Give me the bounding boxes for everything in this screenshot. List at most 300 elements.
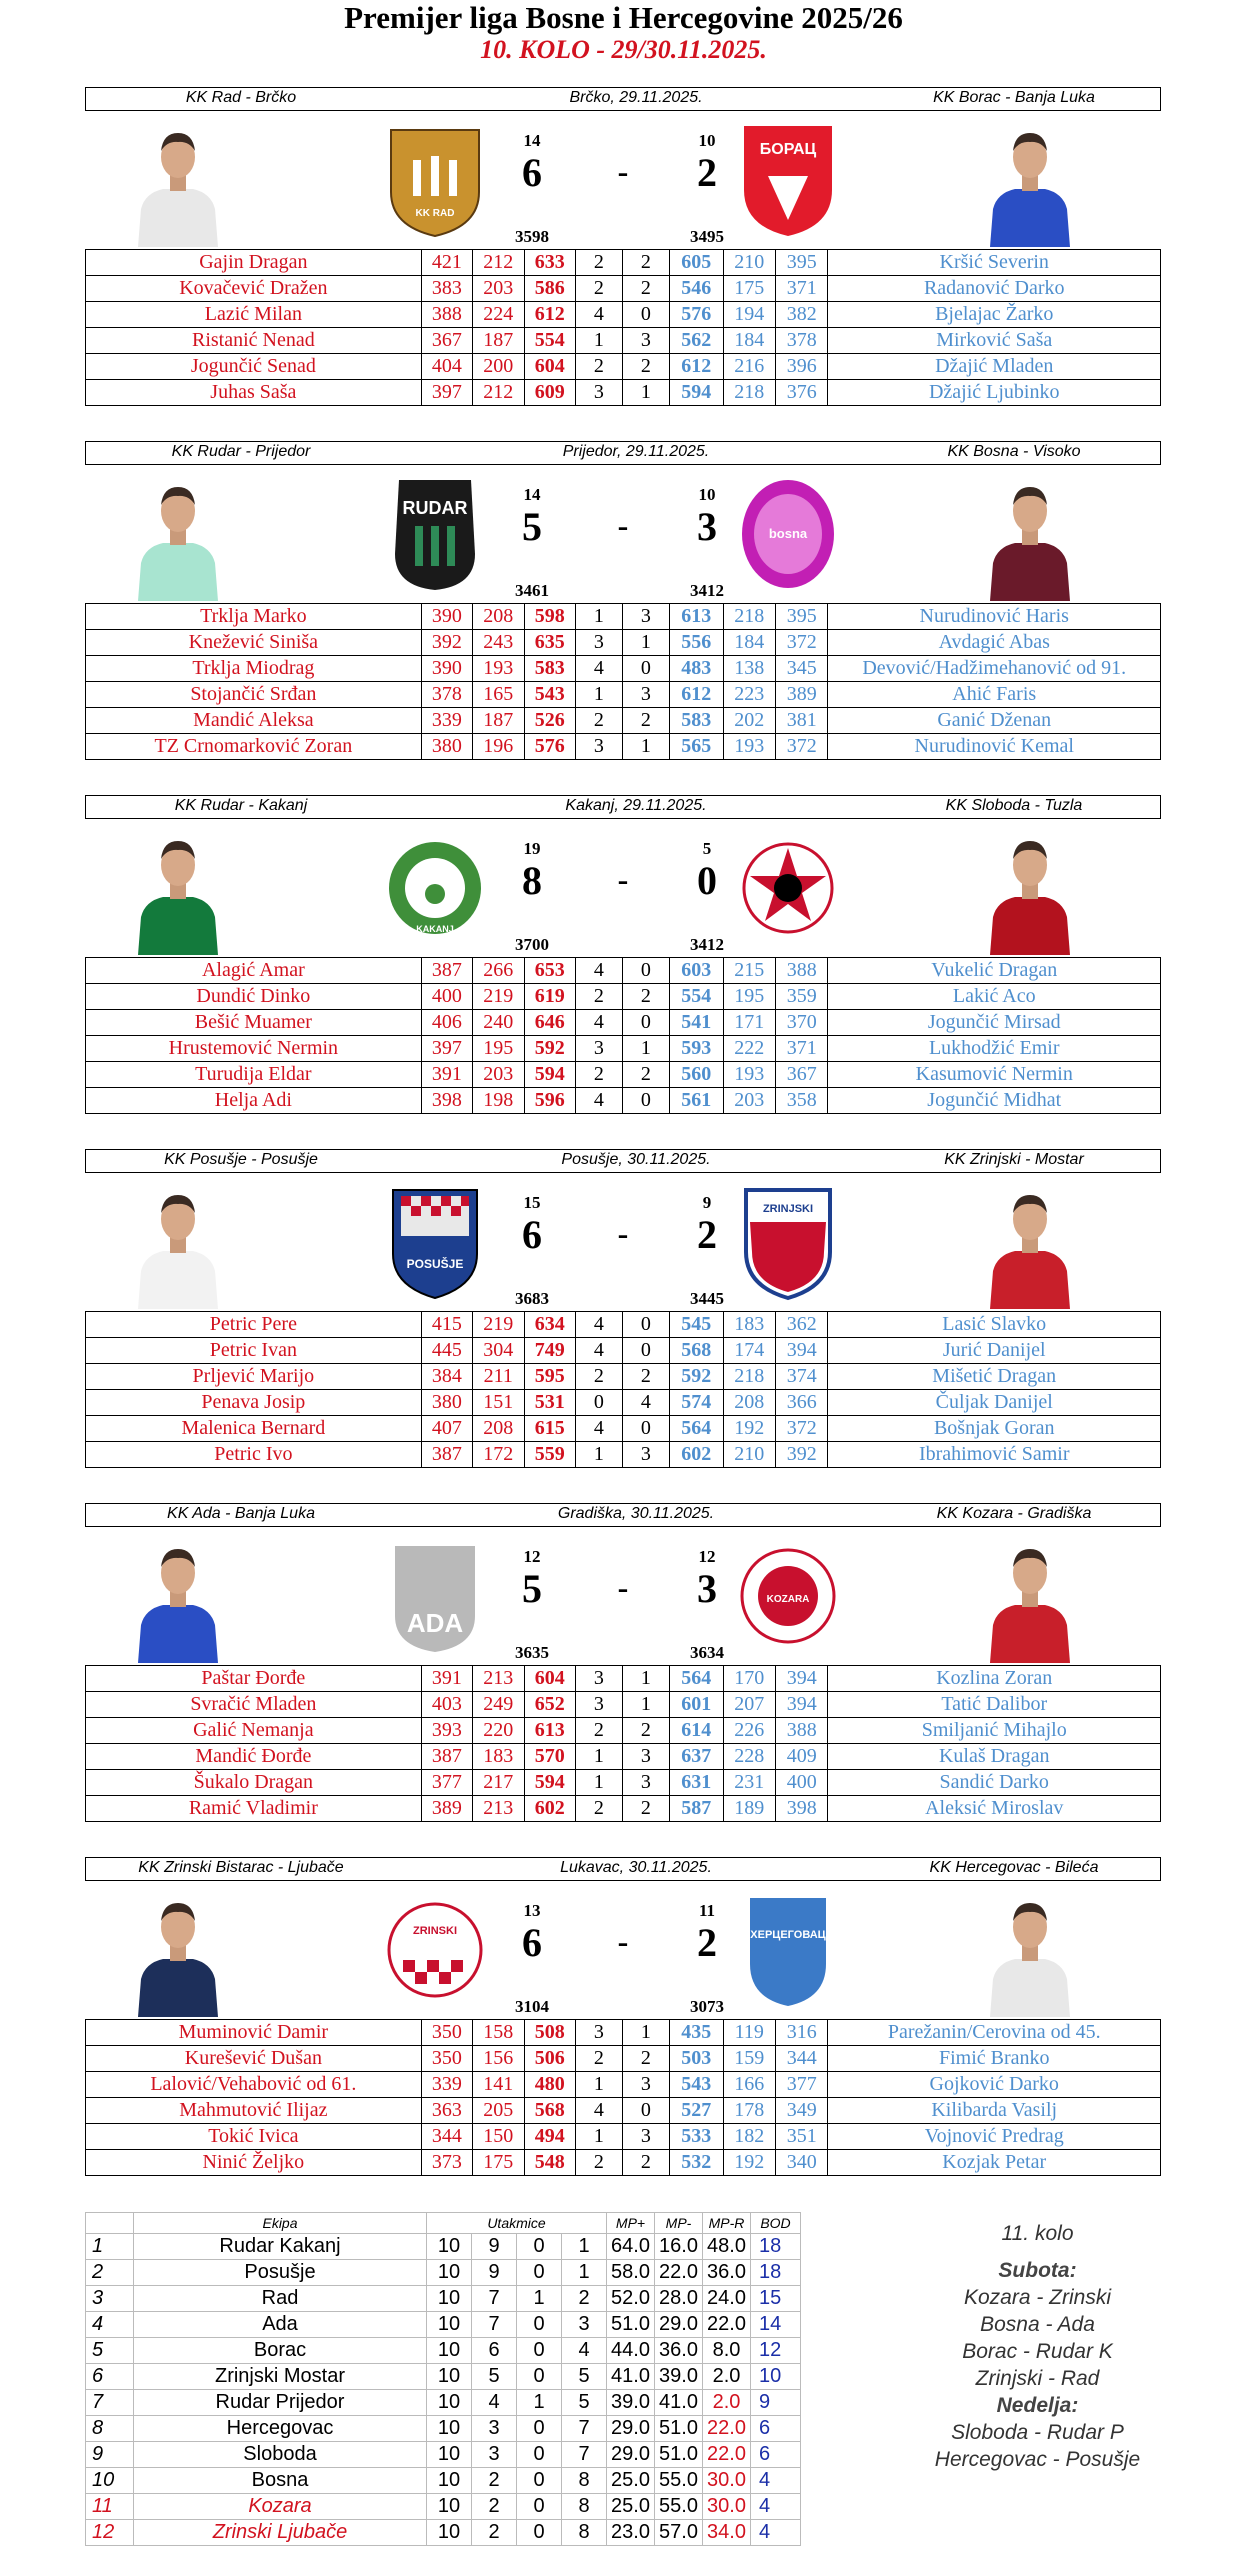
away-player-name: Ahić Faris bbox=[828, 682, 1161, 708]
standings-wins: 9 bbox=[472, 2260, 517, 2286]
away-player-name: Kozlina Zoran bbox=[828, 1666, 1161, 1692]
away-full-value: 119 bbox=[723, 2020, 775, 2046]
result-row bbox=[86, 250, 1161, 276]
match-header bbox=[85, 87, 1161, 111]
away-clear-value: 400 bbox=[775, 1770, 827, 1796]
home-full-value: 380 bbox=[421, 734, 472, 760]
standings-mp-r: 34.0 bbox=[703, 2520, 751, 2546]
standings-wins: 7 bbox=[472, 2286, 517, 2312]
home-total-pins: 604 bbox=[524, 1666, 575, 1692]
saturday-game: Zrinjski - Rad bbox=[975, 2367, 1100, 2390]
svg-text:ADA: ADA bbox=[406, 1608, 464, 1638]
away-points: 10 bbox=[698, 485, 716, 504]
standings-mp-minus: 51.0 bbox=[655, 2442, 703, 2468]
home-set-points: 1 bbox=[575, 328, 622, 354]
away-club-logo bbox=[738, 828, 838, 948]
away-total-pins: 568 bbox=[669, 1338, 723, 1364]
result-row bbox=[86, 2124, 1161, 2150]
home-total-pins: 531 bbox=[524, 1390, 575, 1416]
home-clear-value: 212 bbox=[473, 250, 524, 276]
away-set-points: 3 bbox=[622, 2124, 669, 2150]
away-full-value: 184 bbox=[723, 328, 775, 354]
home-clear-value: 203 bbox=[473, 1062, 524, 1088]
away-full-value: 175 bbox=[723, 276, 775, 302]
away-clear-value: 389 bbox=[775, 682, 827, 708]
standings-played: 10 bbox=[427, 2442, 472, 2468]
away-total-pins: 533 bbox=[669, 2124, 723, 2150]
away-set-points: 1 bbox=[622, 2020, 669, 2046]
result-row bbox=[86, 1796, 1161, 1822]
home-set-points: 3 bbox=[575, 2020, 622, 2046]
standings-losses: 5 bbox=[562, 2390, 607, 2416]
away-clear-value: 395 bbox=[775, 604, 827, 630]
standings-draws: 0 bbox=[517, 2520, 562, 2546]
away-set-points: 2 bbox=[622, 1718, 669, 1744]
home-player-name: Jogunčić Senad bbox=[86, 354, 422, 380]
away-clear-value: 394 bbox=[775, 1338, 827, 1364]
home-full-value: 397 bbox=[421, 380, 472, 406]
away-team-name: KK Hercegovac - Bileća bbox=[929, 1859, 1099, 1876]
standings-bod: 9 bbox=[751, 2390, 801, 2416]
away-total-pins: 631 bbox=[669, 1770, 723, 1796]
standings-header-team: Ekipa bbox=[134, 2213, 427, 2234]
away-full-value: 210 bbox=[723, 250, 775, 276]
result-row bbox=[86, 1442, 1161, 1468]
away-clear-value: 381 bbox=[775, 708, 827, 734]
home-points: 19 bbox=[523, 839, 541, 858]
home-total-pins: 598 bbox=[524, 604, 575, 630]
away-set-points: 2 bbox=[622, 250, 669, 276]
match-header bbox=[85, 441, 1161, 465]
away-team-name: KK Sloboda - Tuzla bbox=[945, 797, 1083, 814]
home-clear-value: 212 bbox=[473, 380, 524, 406]
result-row bbox=[86, 302, 1161, 328]
away-player-name: Džajić Mladen bbox=[828, 354, 1161, 380]
home-total-pins: 633 bbox=[524, 250, 575, 276]
home-total-pins: 559 bbox=[524, 1442, 575, 1468]
standings-mp-plus: 25.0 bbox=[607, 2468, 655, 2494]
standings-row bbox=[86, 2312, 801, 2338]
home-clear-value: 196 bbox=[473, 734, 524, 760]
away-player-name: Aleksić Miroslav bbox=[828, 1796, 1161, 1822]
home-set-points: 2 bbox=[575, 2046, 622, 2072]
standings-row bbox=[86, 2390, 801, 2416]
away-total: 3634 bbox=[690, 1643, 724, 1662]
home-clear-value: 200 bbox=[473, 354, 524, 380]
standings-played: 10 bbox=[427, 2312, 472, 2338]
standings-mp-r: 36.0 bbox=[703, 2260, 751, 2286]
standings-row bbox=[86, 2468, 801, 2494]
away-score: 2 bbox=[697, 1212, 717, 1257]
standings-team: Zrinjski Mostar bbox=[134, 2364, 427, 2390]
svg-text:KAKANJ: KAKANJ bbox=[416, 924, 454, 934]
away-total: 3073 bbox=[690, 1997, 724, 2016]
away-team-name: KK Zrinjski - Mostar bbox=[944, 1151, 1084, 1168]
home-club-logo bbox=[385, 474, 485, 594]
standings-rank: 4 bbox=[86, 2312, 134, 2338]
home-set-points: 4 bbox=[575, 302, 622, 328]
standings-draws: 0 bbox=[517, 2364, 562, 2390]
away-clear-value: 374 bbox=[775, 1364, 827, 1390]
standings-bod: 4 bbox=[751, 2520, 801, 2546]
away-total-pins: 527 bbox=[669, 2098, 723, 2124]
standings-mp-r: 48.0 bbox=[703, 2234, 751, 2260]
saturday-game: Borac - Rudar K bbox=[962, 2340, 1113, 2363]
away-full-value: 189 bbox=[723, 1796, 775, 1822]
home-total-pins: 506 bbox=[524, 2046, 575, 2072]
result-row bbox=[86, 1666, 1161, 1692]
away-total-pins: 612 bbox=[669, 354, 723, 380]
standings-losses: 4 bbox=[562, 2338, 607, 2364]
away-player-name: Radanović Darko bbox=[828, 276, 1161, 302]
away-total-pins: 605 bbox=[669, 250, 723, 276]
standings-played: 10 bbox=[427, 2390, 472, 2416]
away-set-points: 1 bbox=[622, 1692, 669, 1718]
home-total-pins: 526 bbox=[524, 708, 575, 734]
standings-row bbox=[86, 2338, 801, 2364]
standings-mp-minus: 16.0 bbox=[655, 2234, 703, 2260]
away-club-logo bbox=[738, 1890, 838, 2010]
away-set-points: 0 bbox=[622, 1416, 669, 1442]
home-player-name: Petric Ivo bbox=[86, 1442, 422, 1468]
home-full-value: 421 bbox=[421, 250, 472, 276]
away-player-name: Kulaš Dragan bbox=[828, 1744, 1161, 1770]
standings-rank: 6 bbox=[86, 2364, 134, 2390]
standings-losses: 8 bbox=[562, 2494, 607, 2520]
away-full-value: 208 bbox=[723, 1390, 775, 1416]
standings-rank: 1 bbox=[86, 2234, 134, 2260]
home-full-value: 377 bbox=[421, 1770, 472, 1796]
away-full-value: 183 bbox=[723, 1312, 775, 1338]
away-total-pins: 637 bbox=[669, 1744, 723, 1770]
standings-mp-r: 30.0 bbox=[703, 2494, 751, 2520]
home-set-points: 3 bbox=[575, 1036, 622, 1062]
away-set-points: 0 bbox=[622, 958, 669, 984]
standings-mp-plus: 41.0 bbox=[607, 2364, 655, 2390]
away-points: 5 bbox=[702, 839, 712, 858]
home-full-value: 383 bbox=[421, 276, 472, 302]
away-clear-value: 349 bbox=[775, 2098, 827, 2124]
home-set-points: 4 bbox=[575, 1416, 622, 1442]
away-full-value: 216 bbox=[723, 354, 775, 380]
round-subtitle: 10. KOLO - 29/30.11.2025. bbox=[480, 35, 767, 64]
home-player-name: Knežević Siniša bbox=[86, 630, 422, 656]
away-player-name: Vukelić Dragan bbox=[828, 958, 1161, 984]
standings-draws: 0 bbox=[517, 2494, 562, 2520]
away-player-name: Kršić Severin bbox=[828, 250, 1161, 276]
away-total-pins: 503 bbox=[669, 2046, 723, 2072]
away-full-value: 218 bbox=[723, 380, 775, 406]
away-player-name: Smiljanić Mihajlo bbox=[828, 1718, 1161, 1744]
result-row bbox=[86, 656, 1161, 682]
result-row bbox=[86, 1010, 1161, 1036]
svg-text:ХЕРЦЕГОВАЦ: ХЕРЦЕГОВАЦ bbox=[750, 1929, 826, 1941]
away-set-points: 3 bbox=[622, 682, 669, 708]
home-full-value: 350 bbox=[421, 2046, 472, 2072]
home-player-name: Alagić Amar bbox=[86, 958, 422, 984]
away-player-name: Kasumović Nermin bbox=[828, 1062, 1161, 1088]
home-set-points: 2 bbox=[575, 708, 622, 734]
home-total: 3700 bbox=[515, 935, 549, 954]
away-full-value: 228 bbox=[723, 1744, 775, 1770]
away-total-pins: 574 bbox=[669, 1390, 723, 1416]
standings-mp-minus: 29.0 bbox=[655, 2312, 703, 2338]
home-clear-value: 156 bbox=[473, 2046, 524, 2072]
away-player-photo bbox=[985, 117, 1075, 247]
home-full-value: 403 bbox=[421, 1692, 472, 1718]
home-set-points: 3 bbox=[575, 630, 622, 656]
home-points: 12 bbox=[523, 1547, 541, 1566]
away-total: 3445 bbox=[690, 1289, 724, 1308]
result-row bbox=[86, 734, 1161, 760]
standings-mp-r: 22.0 bbox=[703, 2442, 751, 2468]
standings-bod: 4 bbox=[751, 2468, 801, 2494]
home-total-pins: 583 bbox=[524, 656, 575, 682]
standings-row bbox=[86, 2416, 801, 2442]
home-total-pins: 576 bbox=[524, 734, 575, 760]
standings-played: 10 bbox=[427, 2364, 472, 2390]
result-row bbox=[86, 1718, 1161, 1744]
away-set-points: 2 bbox=[622, 1062, 669, 1088]
home-set-points: 2 bbox=[575, 1062, 622, 1088]
away-score: 0 bbox=[697, 858, 717, 903]
standings-wins: 2 bbox=[472, 2468, 517, 2494]
home-player-photo bbox=[133, 117, 223, 247]
result-row bbox=[86, 604, 1161, 630]
home-player-name: Trklja Miodrag bbox=[86, 656, 422, 682]
away-total-pins: 576 bbox=[669, 302, 723, 328]
home-total-pins: 595 bbox=[524, 1364, 575, 1390]
svg-text:POSUŠJE: POSUŠJE bbox=[406, 1257, 464, 1271]
match-results-table bbox=[85, 1311, 1161, 1468]
match-venue-date: Gradiška, 30.11.2025. bbox=[557, 1505, 715, 1522]
away-total: 3412 bbox=[690, 581, 724, 600]
home-set-points: 4 bbox=[575, 1010, 622, 1036]
home-total-pins: 602 bbox=[524, 1796, 575, 1822]
standings-draws: 1 bbox=[517, 2286, 562, 2312]
standings-team: Kozara bbox=[134, 2494, 427, 2520]
away-set-points: 4 bbox=[622, 1390, 669, 1416]
away-player-name: Jogunčić Midhat bbox=[828, 1088, 1161, 1114]
away-set-points: 0 bbox=[622, 1338, 669, 1364]
away-total-pins: 614 bbox=[669, 1718, 723, 1744]
away-points: 9 bbox=[702, 1193, 712, 1212]
standings-rank: 3 bbox=[86, 2286, 134, 2312]
away-player-name: Vojnović Predrag bbox=[828, 2124, 1161, 2150]
home-set-points: 3 bbox=[575, 1692, 622, 1718]
home-total-pins: 635 bbox=[524, 630, 575, 656]
home-player-name: Gajin Dragan bbox=[86, 250, 422, 276]
standings-mp-plus: 51.0 bbox=[607, 2312, 655, 2338]
away-club-logo bbox=[738, 1536, 838, 1656]
standings-wins: 7 bbox=[472, 2312, 517, 2338]
standings-played: 10 bbox=[427, 2468, 472, 2494]
home-total: 3461 bbox=[515, 581, 549, 600]
away-player-name: Nurudinović Kemal bbox=[828, 734, 1161, 760]
home-total: 3598 bbox=[515, 227, 549, 246]
home-total-pins: 653 bbox=[524, 958, 575, 984]
home-full-value: 363 bbox=[421, 2098, 472, 2124]
away-set-points: 2 bbox=[622, 1796, 669, 1822]
home-player-name: Prljević Marijo bbox=[86, 1364, 422, 1390]
standings-mp-plus: 44.0 bbox=[607, 2338, 655, 2364]
away-full-value: 218 bbox=[723, 604, 775, 630]
standings-rank: 2 bbox=[86, 2260, 134, 2286]
away-total-pins: 565 bbox=[669, 734, 723, 760]
away-full-value: 203 bbox=[723, 1088, 775, 1114]
away-clear-value: 372 bbox=[775, 1416, 827, 1442]
standings-played: 10 bbox=[427, 2260, 472, 2286]
home-clear-value: 213 bbox=[473, 1796, 524, 1822]
away-total-pins: 583 bbox=[669, 708, 723, 734]
home-set-points: 2 bbox=[575, 276, 622, 302]
svg-text:KOZARA: KOZARA bbox=[766, 1594, 810, 1605]
away-full-value: 218 bbox=[723, 1364, 775, 1390]
away-player-photo bbox=[985, 471, 1075, 601]
home-player-photo bbox=[133, 1179, 223, 1309]
away-full-value: 194 bbox=[723, 302, 775, 328]
home-score: 5 bbox=[522, 504, 542, 549]
away-score: 2 bbox=[697, 1920, 717, 1965]
standings-played: 10 bbox=[427, 2520, 472, 2546]
standings-losses: 8 bbox=[562, 2520, 607, 2546]
home-total-pins: 586 bbox=[524, 276, 575, 302]
match-venue-date: Posušje, 30.11.2025. bbox=[561, 1151, 711, 1168]
standings-wins: 3 bbox=[472, 2442, 517, 2468]
home-set-points: 2 bbox=[575, 2150, 622, 2176]
away-score: 3 bbox=[697, 504, 717, 549]
away-total-pins: 603 bbox=[669, 958, 723, 984]
away-clear-value: 396 bbox=[775, 354, 827, 380]
home-player-photo bbox=[133, 825, 223, 955]
home-player-photo bbox=[133, 1533, 223, 1663]
away-total-pins: 613 bbox=[669, 604, 723, 630]
away-full-value: 207 bbox=[723, 1692, 775, 1718]
home-set-points: 2 bbox=[575, 1796, 622, 1822]
away-full-value: 171 bbox=[723, 1010, 775, 1036]
away-set-points: 0 bbox=[622, 1088, 669, 1114]
away-total-pins: 594 bbox=[669, 380, 723, 406]
away-set-points: 2 bbox=[622, 708, 669, 734]
home-player-name: Ramić Vladimir bbox=[86, 1796, 422, 1822]
home-full-value: 398 bbox=[421, 1088, 472, 1114]
home-set-points: 4 bbox=[575, 1312, 622, 1338]
match-venue-date: Lukavac, 30.11.2025. bbox=[560, 1859, 712, 1876]
home-set-points: 2 bbox=[575, 1364, 622, 1390]
standings-team: Borac bbox=[134, 2338, 427, 2364]
away-total-pins: 435 bbox=[669, 2020, 723, 2046]
standings-wins: 5 bbox=[472, 2364, 517, 2390]
match-header bbox=[85, 1857, 1161, 1881]
standings-draws: 0 bbox=[517, 2442, 562, 2468]
home-club-logo bbox=[385, 120, 485, 240]
home-player-name: TZ Crnomarković Zoran bbox=[86, 734, 422, 760]
home-total-pins: 749 bbox=[524, 1338, 575, 1364]
standings-losses: 7 bbox=[562, 2416, 607, 2442]
away-full-value: 193 bbox=[723, 1062, 775, 1088]
home-total-pins: 613 bbox=[524, 1718, 575, 1744]
away-total-pins: 602 bbox=[669, 1442, 723, 1468]
home-clear-value: 172 bbox=[473, 1442, 524, 1468]
home-full-value: 373 bbox=[421, 2150, 472, 2176]
home-set-points: 1 bbox=[575, 1770, 622, 1796]
away-total: 3495 bbox=[690, 227, 724, 246]
home-set-points: 1 bbox=[575, 682, 622, 708]
standings-header-mp-minus: MP- bbox=[655, 2213, 703, 2234]
home-player-name: Kurešević Dušan bbox=[86, 2046, 422, 2072]
standings-header-mp-r: MP-R bbox=[703, 2213, 751, 2234]
home-player-name: Ninić Željko bbox=[86, 2150, 422, 2176]
home-full-value: 391 bbox=[421, 1666, 472, 1692]
standings-wins: 2 bbox=[472, 2520, 517, 2546]
home-team-name: KK Ada - Banja Luka bbox=[167, 1505, 315, 1522]
away-player-name: Parežanin/Cerovina od 45. bbox=[828, 2020, 1161, 2046]
home-total-pins: 646 bbox=[524, 1010, 575, 1036]
away-points: 12 bbox=[698, 1547, 716, 1566]
away-full-value: 192 bbox=[723, 2150, 775, 2176]
result-row bbox=[86, 276, 1161, 302]
result-row bbox=[86, 984, 1161, 1010]
standings-bod: 18 bbox=[751, 2234, 801, 2260]
home-player-name: Tokić Ivica bbox=[86, 2124, 422, 2150]
home-total-pins: 652 bbox=[524, 1692, 575, 1718]
home-player-name: Paštar Đorđe bbox=[86, 1666, 422, 1692]
home-clear-value: 266 bbox=[473, 958, 524, 984]
away-full-value: 215 bbox=[723, 958, 775, 984]
standings-mp-plus: 64.0 bbox=[607, 2234, 655, 2260]
standings-losses: 1 bbox=[562, 2260, 607, 2286]
home-set-points: 4 bbox=[575, 958, 622, 984]
home-clear-value: 243 bbox=[473, 630, 524, 656]
standings-mp-minus: 57.0 bbox=[655, 2520, 703, 2546]
away-player-name: Lakić Aco bbox=[828, 984, 1161, 1010]
standings-row bbox=[86, 2442, 801, 2468]
home-clear-value: 187 bbox=[473, 708, 524, 734]
standings-draws: 0 bbox=[517, 2234, 562, 2260]
away-full-value: 178 bbox=[723, 2098, 775, 2124]
away-set-points: 3 bbox=[622, 1770, 669, 1796]
standings-mp-r: 8.0 bbox=[703, 2338, 751, 2364]
home-clear-value: 219 bbox=[473, 984, 524, 1010]
away-score: 2 bbox=[697, 150, 717, 195]
away-clear-value: 372 bbox=[775, 734, 827, 760]
standings-wins: 6 bbox=[472, 2338, 517, 2364]
svg-text:KK RAD: KK RAD bbox=[415, 208, 455, 219]
away-clear-value: 344 bbox=[775, 2046, 827, 2072]
home-total: 3635 bbox=[515, 1643, 549, 1662]
home-clear-value: 219 bbox=[473, 1312, 524, 1338]
home-total-pins: 494 bbox=[524, 2124, 575, 2150]
standings-losses: 1 bbox=[562, 2234, 607, 2260]
result-row bbox=[86, 1088, 1161, 1114]
score-separator: - bbox=[617, 861, 629, 897]
home-clear-value: 175 bbox=[473, 2150, 524, 2176]
standings-losses: 5 bbox=[562, 2364, 607, 2390]
standings-team: Bosna bbox=[134, 2468, 427, 2494]
standings-team: Sloboda bbox=[134, 2442, 427, 2468]
result-row bbox=[86, 1692, 1161, 1718]
svg-text:ZRINSKI: ZRINSKI bbox=[413, 1925, 457, 1937]
standings-wins: 2 bbox=[472, 2494, 517, 2520]
away-clear-value: 366 bbox=[775, 1390, 827, 1416]
away-clear-value: 362 bbox=[775, 1312, 827, 1338]
away-clear-value: 382 bbox=[775, 302, 827, 328]
home-full-value: 392 bbox=[421, 630, 472, 656]
home-set-points: 4 bbox=[575, 656, 622, 682]
standings-mp-plus: 23.0 bbox=[607, 2520, 655, 2546]
away-clear-value: 376 bbox=[775, 380, 827, 406]
away-set-points: 2 bbox=[622, 984, 669, 1010]
